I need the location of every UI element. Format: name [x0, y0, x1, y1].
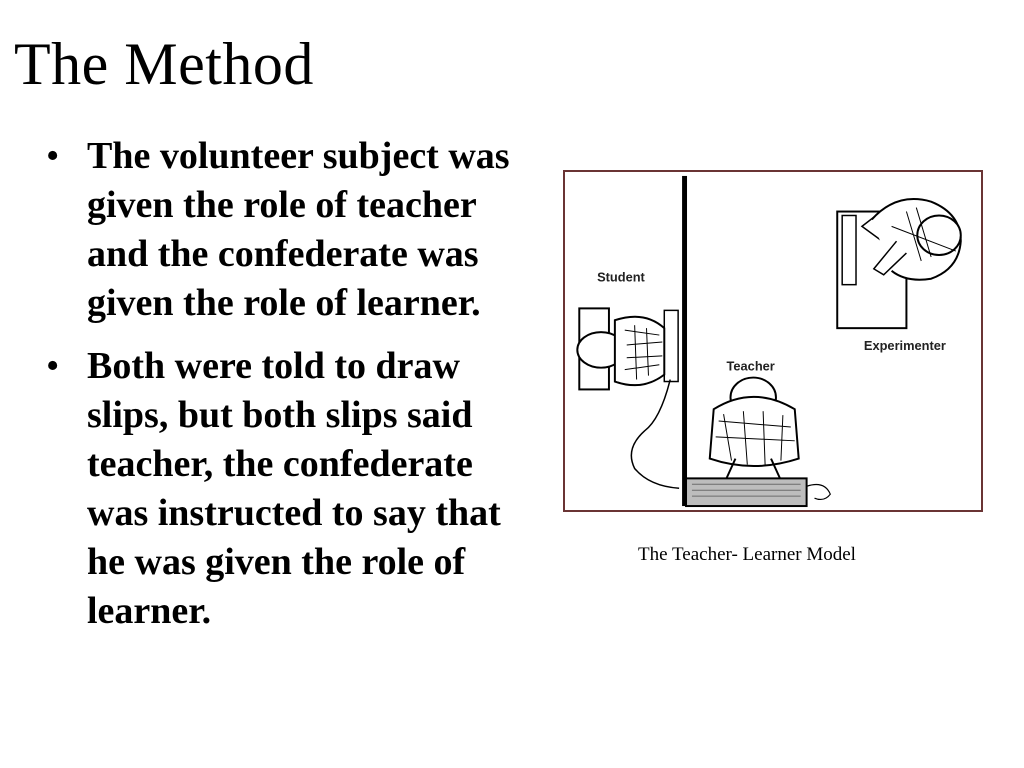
slide-title: The Method: [14, 31, 314, 97]
shock-generator: [686, 478, 807, 506]
diagram-drawing: [565, 172, 981, 510]
student-figure: [577, 308, 679, 488]
bullet-item: [46, 342, 536, 636]
experimenter-figure: [837, 199, 961, 328]
bullet-dot: •: [46, 135, 60, 177]
experimenter-label: Experimenter: [863, 337, 946, 353]
teacher-label: Teacher: [726, 358, 775, 374]
teacher-figure: [686, 378, 830, 506]
bullet-item: [46, 132, 536, 328]
figure-caption: The Teacher- Learner Model: [638, 544, 856, 565]
bullet-text: Both were told to draw slips, but both slips said teacher, the confederate was instructed to say that he was given the role of learner.: [87, 345, 501, 632]
student-label: Student: [597, 269, 645, 285]
teacher-learner-diagram: [563, 170, 983, 512]
partition-wall: [682, 176, 687, 506]
bullet-dot: •: [46, 345, 60, 387]
bullet-text: The volunteer subject was given the role of teacher and the confederate was given the role of learner.: [87, 135, 510, 324]
bullet-list: [46, 132, 536, 650]
